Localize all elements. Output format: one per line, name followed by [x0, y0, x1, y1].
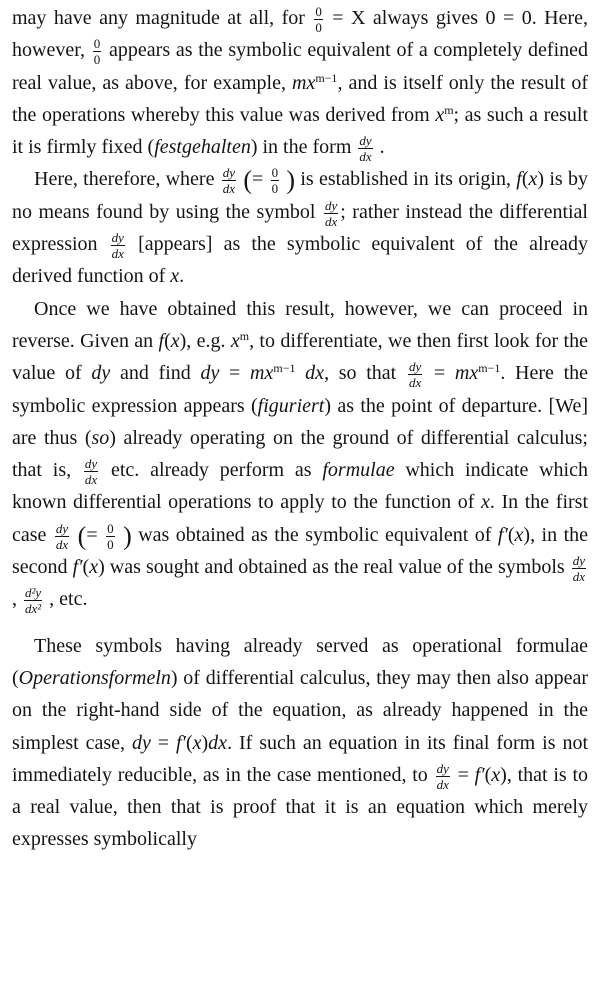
paragraph-3: Once we have obtained this result, however, we can proceed in reverse. Given an f(x), e.g. $x^m$, to differentiate, we then first look for the value of dy and find dy = $mx^{m-1}$ dx, so that $\frac{dy}{dx}$ = $mx^{m-1}$. Here the symbolic expression appears (figuriert) as the point of departure. [We] are thus (so) already operating on the ground of differential calculus; that is, $\frac{dy}{dx}$ etc. already perform as formulae which indicate which known differential operations to apply to the function of x. In the first case $\frac{dy}{dx}$ (= $\frac{0}{0}$ ) was obtained as the symbolic equivalent of f′(x), in the second f′(x) was sought and obtained as the real value of the symbols $\frac{dy}{dx}$ , $\frac{\text{d²y}}{\text{dx²}}$ , etc. — [12, 297, 589, 617]
fraction: $\frac{dy}{dx}$ — [324, 197, 338, 229]
fraction: $\frac{0}{0}$ — [271, 165, 279, 197]
fraction: $\frac{dy}{dx}$ — [408, 359, 422, 391]
fraction: $\frac{dy}{dx}$ — [84, 456, 98, 488]
fraction: $\frac{dy}{dx}$ — [55, 520, 69, 552]
fraction: $\frac{dy}{dx}$ — [436, 760, 449, 792]
fraction: $\frac{0}{0}$ — [93, 36, 101, 68]
fraction: $\frac{0}{0}$ — [315, 3, 322, 35]
fraction: $\frac{dy}{dx}$ — [572, 552, 585, 584]
paragraph-4: These symbols having already served as operational formulae (Operationsformeln) of differential calculus, they may then also appear on the right-hand side of the equation, as already happened in the simplest case, dy = f′(x)dx. If such an equation in its final form is not immediately reducible, as in the case mentioned, to $\frac{dy}{dx}$ = f′(x), that is to a real value, then that is proof that it is an equation which merely expresses symbolically — [12, 634, 589, 851]
paragraph-1: may have any magnitude at all, for $\frac{0}{0}$ = X always gives 0 = 0. Here, however, $\frac{0}{0}$ appears as the symbolic equivalent of a completely defined real value, as above, for example, $mx^{m-1}$, and is itself only the result of the operations whereby this value was derived from $x^m$; as such a result it is firmly fixed (festgehalten) in the form $\frac{dy}{dx}$ . — [12, 3, 589, 165]
fraction: $\frac{dy}{dx}$ — [222, 165, 236, 197]
fraction: $\frac{dy}{dx}$ — [111, 229, 124, 261]
fraction: $\frac{\text{d²y}}{\text{dx²}}$ — [25, 585, 42, 617]
fraction: $\frac{0}{0}$ — [107, 520, 114, 552]
fraction: $\frac{dy}{dx}$ — [359, 133, 372, 165]
paragraph-2: Here, therefore, where $\frac{dy}{dx}$ (= $\frac{0}{0}$ ) is established in its origin, f(x) is by no means found by using the symbol $\frac{dy}{dx}$ ; rather instead the differential expression $\frac{dy}{dx}$ [appears] as the symbolic equivalent of the already derived function of x. — [12, 165, 589, 288]
